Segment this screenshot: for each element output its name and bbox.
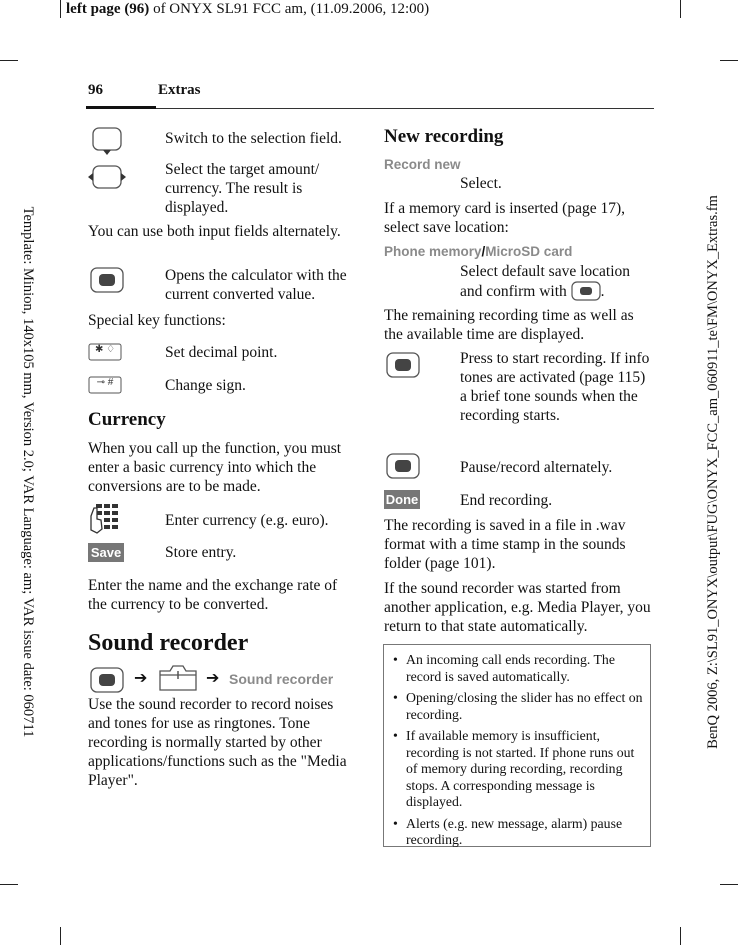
running-head-section: Extras (158, 82, 201, 98)
joystick-left-right-icon (86, 163, 128, 193)
note-item: • Alerts (e.g. new message, alarm) pause recording. (388, 816, 644, 849)
row-text: Change sign. (165, 377, 246, 394)
memory-label (384, 244, 572, 259)
done-softkey: Done (385, 492, 419, 507)
crop-mark (60, 0, 61, 18)
center-key-icon (88, 266, 126, 294)
row-text: Switch to the selection field. (165, 130, 342, 147)
paragraph: When you call up the function, you must enter a basic currency into which the conversions are to be made. (88, 440, 342, 495)
record-new-action: Select. (460, 175, 502, 192)
paragraph: The remaining recording time as well as the available time are displayed. (384, 307, 634, 343)
right-margin-file-path: BenQ 2006, Z:\SL91_ONYX\output\FUG\ONYX_FCC_am_060911_te\FM\ONYX_Extras.fm (705, 195, 721, 749)
arrow-icon: ➔ (134, 670, 148, 687)
paragraph: Enter the name and the exchange rate of the currency to be converted. (88, 577, 338, 613)
page-header (66, 0, 429, 18)
paragraph: The recording is saved in a file in .wav format with a time stamp in the sounds folder (page 101). (384, 517, 626, 572)
crop-mark (0, 884, 18, 885)
nav-target-label: Sound recorder (229, 671, 334, 687)
paragraph: If the sound recorder was started from another application, e.g. Media Player, you return to that state automatically. (384, 580, 651, 635)
paragraph: Special key functions: (88, 312, 226, 329)
row-text: Pause/record alternately. (460, 459, 613, 476)
running-head-page-number: 96 (88, 82, 103, 98)
microsd-label: MicroSD card (485, 244, 573, 259)
paragraph: If a memory card is inserted (page 17), select save location: (384, 200, 626, 236)
crop-mark (60, 927, 61, 945)
memory-action-end: . (600, 283, 605, 300)
crop-mark (0, 60, 18, 61)
currency-heading: Currency (88, 409, 166, 430)
row-text: Set decimal point. (165, 344, 278, 361)
running-head-rule-accent (86, 106, 156, 109)
hash-key-icon (88, 376, 122, 394)
hash-key-label: ⊸ # (96, 377, 114, 388)
row-text: Opens the calculator with the current converted value. (165, 267, 347, 303)
center-key-icon (88, 666, 126, 694)
row-text: Enter currency (e.g. euro). (165, 512, 329, 529)
paragraph: You can use both input fields alternately. (88, 223, 341, 240)
center-key-icon (384, 351, 422, 379)
crop-mark (680, 0, 681, 18)
row-text: Press to start recording. If info tones are activated (page 115) a brief tone sounds when the recording starts. (460, 350, 650, 424)
page-header-rest: of ONYX SL91 FCC am, (11.09.2006, 12:00) (149, 1, 430, 17)
keypad-icon (88, 502, 122, 534)
left-margin-template-info: Template: Minion, 140x105 mm, Version 2.0; VAR Language: am; VAR issue date: 060711 (20, 206, 36, 738)
extras-folder-icon (156, 663, 200, 693)
row-text: Select the target amount/ currency. The result is displayed. (165, 161, 320, 216)
star-key-icon (88, 343, 122, 361)
memory-label-separator: / (481, 244, 486, 259)
star-key-label: ✱ ♢ (94, 344, 116, 355)
joystick-down-icon (88, 126, 126, 156)
memory-action (460, 262, 655, 301)
arrow-icon: ➔ (206, 670, 220, 687)
new-recording-heading: New recording (384, 126, 504, 147)
running-head-rule (86, 108, 654, 109)
crop-mark (680, 927, 681, 945)
center-key-icon (571, 281, 601, 301)
sound-recorder-heading: Sound recorder (88, 630, 249, 656)
record-new-label: Record new (384, 157, 461, 172)
save-softkey: Save (88, 543, 124, 562)
row-text: End recording. (460, 492, 553, 509)
center-key-icon (384, 452, 422, 480)
paragraph: Use the sound recorder to record noises and tones for use as ringtones. Tone recording is normally started by other applications/functions such as the "Media Player". (88, 696, 347, 789)
note-item: • An incoming call ends recording. The record is saved automatically. (388, 652, 644, 685)
page-header-marker: left page (96) (66, 1, 150, 17)
row-text: Store entry. (165, 544, 237, 561)
memory-action-text: Select default save location and confirm with (460, 263, 631, 300)
note-item: • If available memory is insufficient, recording is not started. If phone runs out of memory during recording, recording stops. A corresponding message is displayed. (388, 728, 644, 811)
phone-memory-label: Phone memory (384, 244, 482, 259)
notes-box (383, 644, 651, 847)
note-item: • Opening/closing the slider has no effect on recording. (388, 690, 644, 723)
